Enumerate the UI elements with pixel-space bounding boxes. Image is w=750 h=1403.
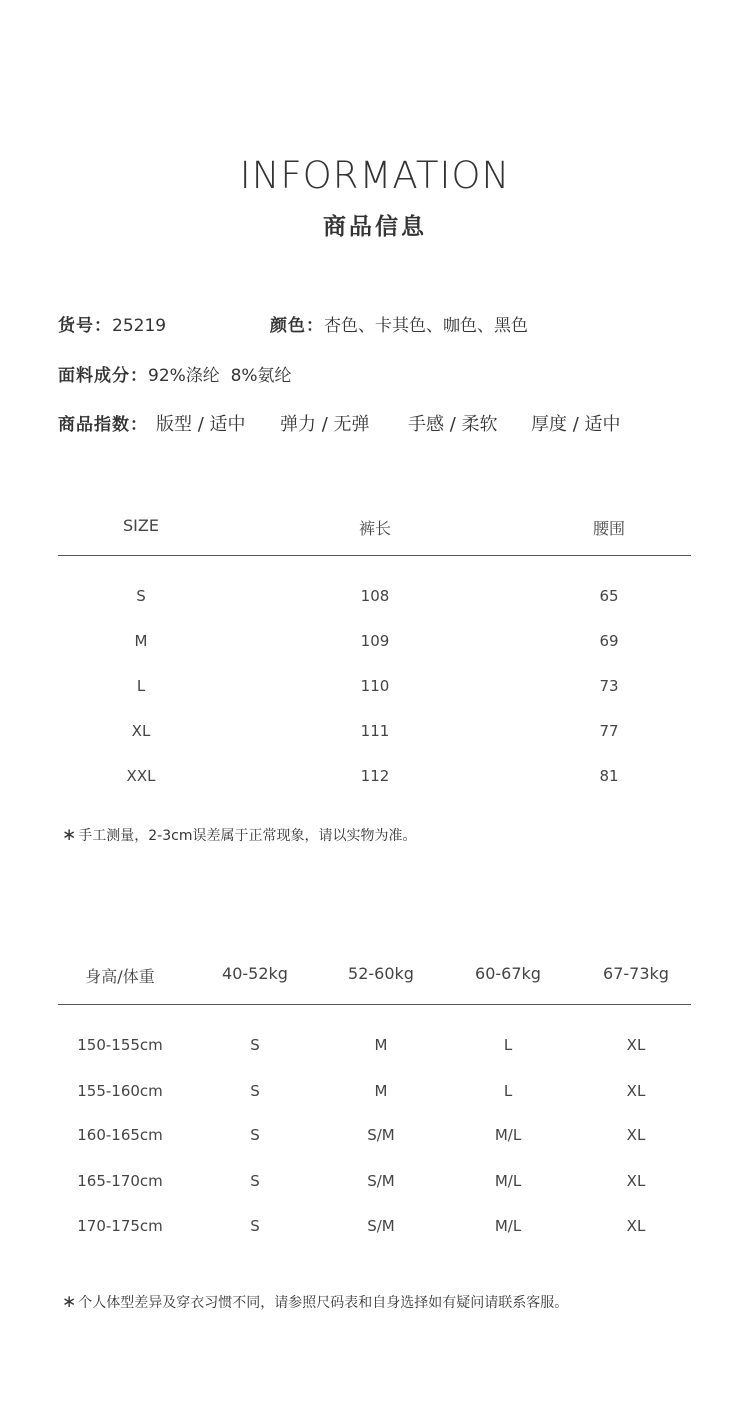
fabric-value: 92%涤纶 8%氨纶 (148, 366, 292, 386)
sku-value: 25219 (112, 316, 167, 336)
color-label: 颜色： (270, 316, 324, 336)
length-cell: 112 (360, 767, 390, 785)
table-row (0, 722, 750, 752)
size-cell: XL (131, 722, 151, 740)
color-line (270, 311, 528, 336)
length-cell: 110 (360, 677, 390, 695)
fit-note (62, 1292, 568, 1312)
fit-cell: XL (626, 1126, 646, 1144)
asterisk-icon: ∗ (62, 825, 77, 845)
waist-cell: 69 (599, 632, 619, 650)
index-feel: 手感 / 柔软 (408, 414, 498, 435)
length-cell: 111 (360, 722, 390, 740)
fabric-line (58, 361, 292, 386)
table-row (0, 587, 750, 617)
table-row (0, 677, 750, 707)
fit-cell: L (503, 1036, 513, 1054)
title-chinese: 商品信息 (323, 214, 427, 240)
fit-header-67-73: 67-73kg (603, 964, 669, 983)
height-cell: 170-175cm (77, 1217, 163, 1235)
table-row (0, 1217, 750, 1247)
size-cell: XXL (126, 767, 156, 785)
waist-cell: 65 (599, 587, 619, 605)
height-cell: 150-155cm (77, 1036, 163, 1054)
index-thickness: 厚度 / 适中 (531, 414, 621, 435)
fit-cell: S/M (367, 1172, 395, 1190)
index-stretch: 弹力 / 无弹 (280, 414, 370, 435)
fit-header-60-67: 60-67kg (475, 964, 541, 983)
fit-cell: XL (626, 1082, 646, 1100)
size-table-header (0, 516, 750, 546)
table-row (0, 632, 750, 662)
length-cell: 108 (360, 587, 390, 605)
table-row (0, 767, 750, 797)
table-row (0, 1082, 750, 1112)
fit-cell: S (250, 1126, 260, 1144)
index-fit: 版型 / 适中 (156, 414, 246, 435)
fit-cell: XL (626, 1217, 646, 1235)
fit-cell: S (250, 1036, 260, 1054)
size-header-length: 裤长 (358, 519, 392, 538)
height-cell: 160-165cm (77, 1126, 163, 1144)
fit-cell: XL (626, 1172, 646, 1190)
fit-cell: M/L (494, 1172, 522, 1190)
fit-cell: S (250, 1082, 260, 1100)
size-header-size: SIZE (123, 516, 159, 535)
fit-header-40-52: 40-52kg (222, 964, 288, 983)
fit-cell: L (503, 1082, 513, 1100)
height-cell: 155-160cm (77, 1082, 163, 1100)
fit-cell: M/L (494, 1217, 522, 1235)
length-cell: 109 (360, 632, 390, 650)
fit-cell: S (250, 1172, 260, 1190)
size-table-divider (58, 555, 691, 556)
waist-cell: 73 (599, 677, 619, 695)
waist-cell: 77 (599, 722, 619, 740)
title-english: INFORMATION (239, 154, 511, 197)
height-cell: 165-170cm (77, 1172, 163, 1190)
sku-line (58, 311, 166, 336)
fit-cell: XL (626, 1036, 646, 1054)
fit-cell: S/M (367, 1217, 395, 1235)
size-cell: M (134, 632, 148, 650)
fit-header-height-weight: 身高/体重 (85, 967, 155, 986)
fit-cell: M (374, 1036, 388, 1054)
fit-table-divider (58, 1004, 691, 1005)
size-cell: L (136, 677, 146, 695)
index-line (58, 410, 148, 435)
fit-header-52-60: 52-60kg (348, 964, 414, 983)
fabric-label: 面料成分： (58, 366, 148, 386)
table-row (0, 1172, 750, 1202)
color-value: 杏色、卡其色、咖色、黑色 (324, 316, 528, 336)
sku-label: 货号： (58, 316, 112, 336)
fit-note-text: 个人体型差异及穿衣习惯不同，请参照尺码表和自身选择如有疑问请联系客服。 (78, 1295, 569, 1311)
measurement-note (62, 825, 416, 845)
index-label: 商品指数： (58, 415, 148, 435)
fit-cell: M (374, 1082, 388, 1100)
measurement-note-text: 手工测量，2-3cm误差属于正常现象，请以实物为准。 (78, 828, 417, 844)
table-row (0, 1126, 750, 1156)
size-cell: S (136, 587, 146, 605)
size-header-waist: 腰围 (592, 519, 626, 538)
fit-cell: S/M (367, 1126, 395, 1144)
fit-cell: S (250, 1217, 260, 1235)
fit-table-header (0, 964, 750, 994)
fit-cell: M/L (494, 1126, 522, 1144)
table-row (0, 1036, 750, 1066)
asterisk-icon: ∗ (62, 1292, 77, 1312)
waist-cell: 81 (599, 767, 619, 785)
